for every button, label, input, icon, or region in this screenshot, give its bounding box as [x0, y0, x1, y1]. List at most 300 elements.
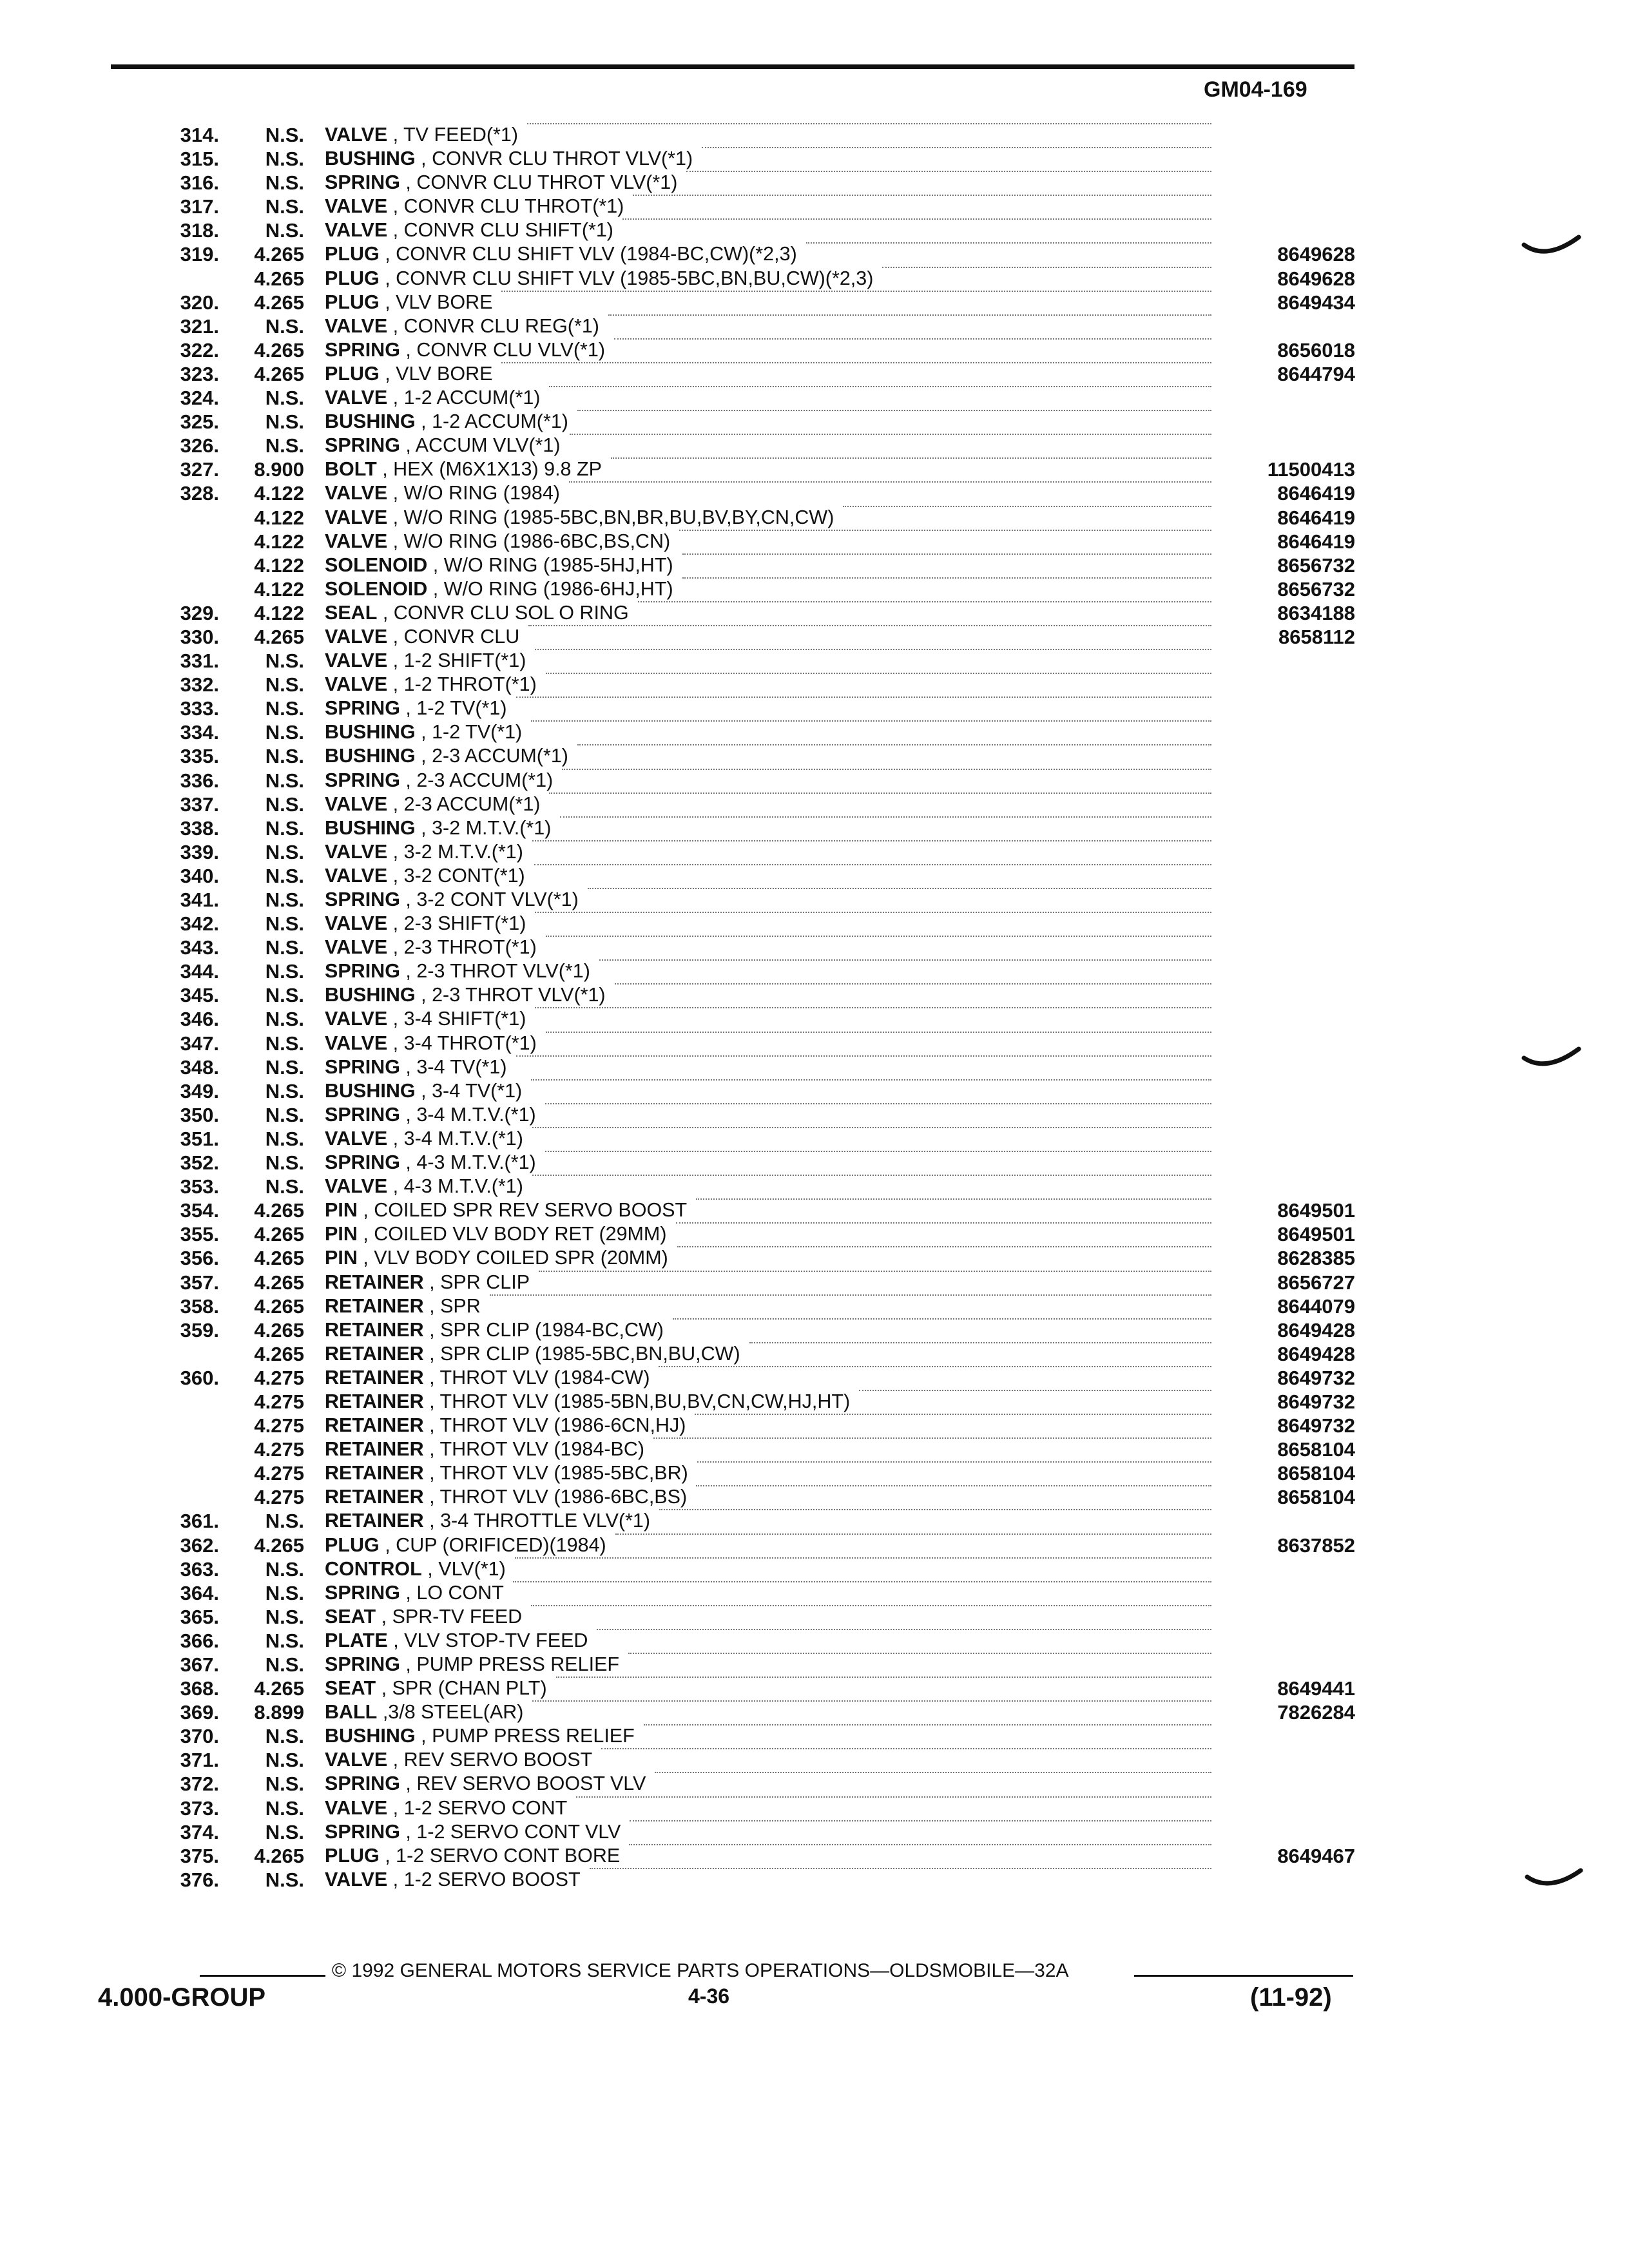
- part-spec: , 3-4 THROT(*1): [392, 1032, 537, 1054]
- part-name: SPRING: [325, 338, 400, 361]
- group-number: 4.122: [254, 482, 304, 505]
- part-name: CONTROL: [325, 1557, 422, 1580]
- part-spec: , 2-3 THROT VLV(*1): [405, 960, 590, 983]
- group-number: N.S.: [265, 1079, 304, 1102]
- group-number: 4.265: [254, 1844, 304, 1867]
- part-number: 8646419: [1277, 530, 1355, 553]
- ref-number: 328.: [180, 482, 219, 505]
- parts-row: [0, 1677, 1629, 1700]
- dot-leader: [516, 1055, 1211, 1057]
- dot-leader: [628, 1653, 1211, 1654]
- dot-leader: [749, 1342, 1211, 1343]
- part-spec: , SPR (CHAN PLT): [381, 1677, 547, 1700]
- part-description: [325, 720, 522, 744]
- dot-leader: [679, 530, 1211, 531]
- ref-number: 348.: [180, 1055, 219, 1079]
- parts-row: [0, 840, 1629, 864]
- group-number: N.S.: [265, 1151, 304, 1175]
- part-name: SPRING: [325, 1581, 400, 1604]
- part-name: SOLENOID: [325, 577, 428, 600]
- part-description: [325, 1198, 687, 1222]
- part-number: 8628385: [1277, 1247, 1355, 1270]
- part-description: [325, 1581, 504, 1605]
- ref-number: 333.: [180, 697, 219, 720]
- ref-number: 346.: [180, 1008, 219, 1031]
- ref-number: 318.: [180, 219, 219, 242]
- dot-leader: [676, 1222, 1211, 1224]
- parts-row: [0, 1772, 1629, 1796]
- ref-number: 319.: [180, 243, 219, 266]
- group-number: N.S.: [265, 1820, 304, 1843]
- part-spec: , CONVR CLU: [392, 625, 520, 648]
- part-description: [325, 1055, 507, 1079]
- ref-number: 373.: [180, 1796, 219, 1820]
- part-number: 8649732: [1277, 1414, 1355, 1437]
- group-number: 4.275: [254, 1486, 304, 1509]
- part-spec: , LO CONT: [405, 1581, 504, 1604]
- group-number: 4.275: [254, 1390, 304, 1413]
- dot-leader: [531, 720, 1211, 722]
- dot-leader: [615, 1533, 1211, 1535]
- part-spec: , 2-3 ACCUM(*1): [421, 745, 568, 767]
- parts-row: [0, 1246, 1629, 1270]
- dot-leader: [515, 1557, 1211, 1559]
- parts-row: [0, 434, 1629, 457]
- part-name: VALVE: [325, 195, 388, 218]
- dot-leader: [527, 123, 1211, 124]
- part-name: VALVE: [325, 530, 388, 552]
- part-name: RETAINER: [325, 1486, 424, 1508]
- binder-hole-mark-middle: [1521, 1044, 1585, 1082]
- part-spec: , 3-4 TV(*1): [405, 1055, 507, 1078]
- group-number: 4.265: [254, 1533, 304, 1557]
- ref-number: 366.: [180, 1629, 219, 1652]
- ref-number: 349.: [180, 1079, 219, 1102]
- part-spec: , W/O RING (1985-5BC,BN,BR,BU,BV,BY,CN,CW): [392, 506, 834, 528]
- ref-number: 316.: [180, 171, 219, 195]
- part-spec: , COILED VLV BODY RET (29MM): [363, 1223, 667, 1245]
- group-number: 4.265: [254, 1271, 304, 1294]
- group-number: 4.265: [254, 362, 304, 385]
- part-spec: , 3-4 THROTTLE VLV(*1): [429, 1510, 651, 1532]
- part-description: [325, 123, 518, 147]
- parts-row: [0, 1724, 1629, 1748]
- part-name: PLUG: [325, 1844, 380, 1867]
- part-spec: , 1-2 TV(*1): [421, 721, 523, 744]
- part-number: 8658112: [1278, 625, 1355, 648]
- part-spec: , CONVR CLU SOL O RING: [382, 601, 629, 624]
- footer-rule-right: [1134, 1975, 1353, 1977]
- parts-row: [0, 1748, 1629, 1772]
- part-spec: , THROT VLV (1986-6CN,HJ): [429, 1414, 686, 1437]
- part-number: 8656732: [1277, 577, 1355, 601]
- part-name: VALVE: [325, 793, 388, 815]
- part-description: [325, 267, 873, 291]
- dot-leader: [531, 1605, 1211, 1606]
- part-name: BUSHING: [325, 984, 416, 1006]
- part-spec: , 3-2 M.T.V.(*1): [421, 816, 552, 839]
- parts-row: [0, 1437, 1629, 1461]
- parts-row: [0, 1581, 1629, 1605]
- part-description: [325, 1724, 635, 1748]
- part-spec: , CONVR CLU SHIFT VLV (1985-5BC,BN,BU,CW)(*2,3): [385, 267, 874, 289]
- part-description: [325, 338, 605, 362]
- part-description: [325, 864, 525, 888]
- parts-row: [0, 1055, 1629, 1079]
- parts-row: [0, 506, 1629, 530]
- group-number: N.S.: [265, 1581, 304, 1604]
- part-name: VALVE: [325, 387, 388, 409]
- part-spec: , SPR CLIP: [429, 1271, 530, 1293]
- dot-leader: [546, 673, 1211, 674]
- part-number: 8649501: [1277, 1199, 1355, 1222]
- part-number: 8634188: [1277, 601, 1355, 624]
- parts-row: [0, 362, 1629, 386]
- part-name: SPRING: [325, 1820, 400, 1843]
- dot-leader: [702, 147, 1211, 148]
- group-number: 4.265: [254, 1677, 304, 1700]
- dot-leader: [532, 840, 1211, 841]
- group-number: N.S.: [265, 434, 304, 457]
- part-description: [325, 1127, 523, 1151]
- part-description: [325, 434, 561, 457]
- ref-number: 347.: [180, 1032, 219, 1055]
- group-number: N.S.: [265, 171, 304, 195]
- parts-row: [0, 1461, 1629, 1485]
- part-description: [325, 1222, 667, 1246]
- part-number: 7826284: [1277, 1701, 1355, 1724]
- parts-row: [0, 1271, 1629, 1294]
- part-description: [325, 697, 507, 720]
- part-description: [325, 1533, 606, 1557]
- part-spec: , CONVR CLU THROT VLV(*1): [421, 148, 693, 170]
- part-name: SPRING: [325, 1151, 400, 1174]
- group-number: N.S.: [265, 889, 304, 911]
- dot-leader: [531, 1079, 1211, 1081]
- ref-number: 332.: [180, 673, 219, 697]
- part-spec: , CONVR CLU SHIFT(*1): [392, 219, 613, 242]
- part-description: [325, 888, 579, 912]
- part-description: [325, 769, 553, 793]
- part-name: VALVE: [325, 1127, 388, 1149]
- group-number: N.S.: [265, 1605, 304, 1628]
- part-number: 8649434: [1277, 291, 1355, 314]
- part-description: [325, 506, 834, 530]
- part-description: [325, 1390, 850, 1414]
- parts-row: [0, 1700, 1629, 1724]
- group-number: 4.275: [254, 1366, 304, 1389]
- part-name: PIN: [325, 1223, 358, 1245]
- dot-leader: [653, 1437, 1211, 1439]
- part-description: [325, 1271, 530, 1294]
- part-name: RETAINER: [325, 1271, 424, 1293]
- part-description: [325, 1485, 687, 1509]
- part-description: [325, 195, 624, 218]
- part-spec: , VLV(*1): [427, 1557, 506, 1580]
- part-name: BUSHING: [325, 1725, 416, 1747]
- part-name: VALVE: [325, 506, 388, 528]
- ref-number: 341.: [180, 889, 219, 911]
- group-number: N.S.: [265, 1653, 304, 1676]
- dot-leader: [677, 1246, 1211, 1247]
- part-description: [325, 1461, 688, 1485]
- part-description: [325, 410, 568, 434]
- dot-leader: [501, 362, 1211, 363]
- part-name: VALVE: [325, 1175, 388, 1198]
- dot-leader: [535, 649, 1211, 650]
- group-number: 4.265: [254, 267, 304, 290]
- ref-number: 353.: [180, 1175, 219, 1198]
- ref-number: 334.: [180, 721, 219, 744]
- part-name: VALVE: [325, 912, 388, 935]
- dot-leader: [545, 1151, 1211, 1152]
- ref-number: 337.: [180, 793, 219, 816]
- part-name: VALVE: [325, 314, 388, 337]
- part-description: [325, 1032, 537, 1055]
- part-name: SPRING: [325, 769, 400, 791]
- group-number: N.S.: [265, 1796, 304, 1820]
- dot-leader: [633, 195, 1211, 196]
- parts-row: [0, 1318, 1629, 1342]
- part-name: SEAL: [325, 601, 378, 624]
- part-spec: , 1-2 SHIFT(*1): [392, 649, 526, 672]
- part-spec: , SPR-TV FEED: [381, 1605, 523, 1628]
- part-spec: , CONVR CLU THROT(*1): [392, 195, 624, 218]
- parts-row: [0, 793, 1629, 816]
- ref-number: 321.: [180, 314, 219, 338]
- ref-number: 371.: [180, 1749, 219, 1772]
- parts-row: [0, 314, 1629, 338]
- part-number: 8649501: [1277, 1223, 1355, 1246]
- group-number: N.S.: [265, 864, 304, 887]
- part-name: BUSHING: [325, 721, 416, 744]
- part-spec: , 2-3 ACCUM(*1): [392, 793, 541, 815]
- part-description: [325, 1246, 668, 1270]
- dot-leader: [501, 291, 1211, 292]
- ref-number: 372.: [180, 1773, 219, 1796]
- group-number: 8.900: [254, 458, 304, 481]
- parts-row: [0, 1366, 1629, 1390]
- parts-row: [0, 649, 1629, 673]
- ref-number: 358.: [180, 1294, 219, 1318]
- dot-leader: [622, 218, 1211, 220]
- group-number: N.S.: [265, 148, 304, 171]
- parts-row: [0, 1485, 1629, 1509]
- part-description: [325, 601, 629, 625]
- parts-row: [0, 267, 1629, 291]
- ref-number: 370.: [180, 1725, 219, 1748]
- part-description: [325, 1748, 592, 1772]
- parts-row: [0, 744, 1629, 768]
- part-spec: , CONVR CLU SHIFT VLV (1984-BC,CW)(*2,3): [385, 243, 797, 265]
- dot-leader: [546, 936, 1211, 937]
- parts-row: [0, 1796, 1629, 1820]
- group-number: 4.265: [254, 1247, 304, 1270]
- part-number: 8649428: [1277, 1318, 1355, 1341]
- part-description: [325, 291, 492, 314]
- part-description: [325, 147, 693, 171]
- part-spec: , W/O RING (1985-5HJ,HT): [432, 553, 673, 576]
- ref-number: 365.: [180, 1605, 219, 1628]
- part-name: RETAINER: [325, 1510, 424, 1532]
- part-spec: , 1-2 SERVO CONT BORE: [385, 1844, 621, 1867]
- parts-row: [0, 481, 1629, 505]
- part-name: SOLENOID: [325, 553, 428, 576]
- ref-number: 359.: [180, 1318, 219, 1341]
- part-description: [325, 481, 560, 505]
- dot-leader: [659, 1366, 1211, 1367]
- part-spec: , W/O RING (1986-6HJ,HT): [432, 577, 673, 600]
- group-number: N.S.: [265, 1557, 304, 1581]
- group-number: 4.265: [254, 291, 304, 314]
- part-spec: , SPR: [429, 1294, 481, 1317]
- group-number: N.S.: [265, 960, 304, 983]
- part-description: [325, 1605, 522, 1629]
- part-spec: , 1-2 SERVO CONT: [392, 1796, 568, 1819]
- part-name: VALVE: [325, 1796, 388, 1819]
- group-number: N.S.: [265, 984, 304, 1007]
- group-number: N.S.: [265, 816, 304, 840]
- part-description: [325, 912, 526, 936]
- ref-number: 325.: [180, 410, 219, 434]
- dot-leader: [556, 1677, 1211, 1678]
- part-description: [325, 218, 613, 242]
- dot-leader: [629, 1844, 1211, 1845]
- parts-row: [0, 1222, 1629, 1246]
- ref-number: 327.: [180, 458, 219, 481]
- part-spec: , 2-3 SHIFT(*1): [392, 912, 526, 935]
- ref-number: 317.: [180, 195, 219, 218]
- part-name: VALVE: [325, 219, 388, 242]
- part-name: BUSHING: [325, 410, 416, 433]
- parts-list: [0, 123, 1629, 1892]
- ref-number: 330.: [180, 625, 219, 648]
- part-description: [325, 1318, 664, 1342]
- part-description: [325, 1557, 506, 1581]
- group-number: N.S.: [265, 697, 304, 720]
- parts-row: [0, 195, 1629, 218]
- ref-number: 368.: [180, 1677, 219, 1700]
- binder-hole-mark-bottom: [1524, 1865, 1588, 1904]
- dot-leader: [682, 577, 1211, 579]
- parts-row: [0, 577, 1629, 601]
- part-name: PLATE: [325, 1629, 388, 1651]
- parts-row: [0, 291, 1629, 314]
- group-number: 4.265: [254, 338, 304, 361]
- dot-leader: [532, 1175, 1211, 1176]
- part-description: [325, 1653, 619, 1677]
- part-description: [325, 1509, 650, 1533]
- parts-row: [0, 1103, 1629, 1127]
- dot-leader: [549, 793, 1211, 794]
- ref-number: 355.: [180, 1223, 219, 1246]
- part-spec: , HEX (M6X1X13) 9.8 ZP: [382, 458, 602, 481]
- part-description: [325, 840, 523, 864]
- part-description: [325, 1677, 547, 1700]
- parts-row: [0, 1533, 1629, 1557]
- part-description: [325, 1700, 523, 1724]
- parts-row: [0, 673, 1629, 697]
- part-name: RETAINER: [325, 1342, 424, 1365]
- dot-leader: [611, 457, 1211, 459]
- part-spec: , THROT VLV (1984-BC): [429, 1438, 645, 1461]
- group-number: N.S.: [265, 1055, 304, 1079]
- part-name: PLUG: [325, 267, 380, 289]
- group-number: N.S.: [265, 649, 304, 673]
- part-spec: , 1-2 SERVO BOOST: [392, 1868, 581, 1890]
- dot-leader: [659, 1509, 1211, 1510]
- part-number: 8649441: [1277, 1677, 1355, 1700]
- part-name: SPRING: [325, 889, 400, 910]
- ref-number: 344.: [180, 960, 219, 983]
- group-number: 4.265: [254, 625, 304, 648]
- group-number: N.S.: [265, 1103, 304, 1126]
- dot-leader: [528, 625, 1211, 626]
- part-name: SPRING: [325, 171, 400, 194]
- part-name: RETAINER: [325, 1318, 424, 1341]
- part-description: [325, 362, 492, 386]
- group-number: N.S.: [265, 1510, 304, 1533]
- group-number: 4.265: [254, 1342, 304, 1365]
- part-number: 8658104: [1277, 1486, 1355, 1509]
- part-number: 8649732: [1277, 1390, 1355, 1413]
- copyright-notice: © 1992 GENERAL MOTORS SERVICE PARTS OPERATIONS—OLDSMOBILE—32A: [332, 1960, 1069, 1981]
- parts-row: [0, 1820, 1629, 1844]
- part-name: VALVE: [325, 864, 388, 887]
- parts-row: [0, 936, 1629, 959]
- part-name: VALVE: [325, 1749, 388, 1771]
- part-name: BUSHING: [325, 148, 416, 170]
- part-spec: , REV SERVO BOOST: [392, 1749, 593, 1771]
- part-name: PLUG: [325, 291, 380, 313]
- ref-number: 369.: [180, 1701, 219, 1724]
- group-number: 4.275: [254, 1462, 304, 1485]
- parts-row: [0, 1557, 1629, 1581]
- binder-hole-mark-top: [1521, 232, 1585, 271]
- revision-date: (11-92): [1250, 1983, 1332, 2012]
- part-number: 8644794: [1277, 362, 1355, 385]
- group-label: 4.000-GROUP: [98, 1983, 266, 2012]
- group-number: N.S.: [265, 1868, 304, 1891]
- ref-number: 352.: [180, 1151, 219, 1175]
- part-spec: , THROT VLV (1985-5BN,BU,BV,CN,CW,HJ,HT): [429, 1390, 851, 1412]
- part-spec: , COILED SPR REV SERVO BOOST: [363, 1199, 688, 1222]
- parts-row: [0, 1629, 1629, 1653]
- part-spec: , VLV STOP-TV FEED: [393, 1629, 588, 1651]
- group-number: 4.265: [254, 1223, 304, 1246]
- part-description: [325, 1294, 481, 1318]
- part-description: [325, 959, 590, 983]
- ref-number: 340.: [180, 864, 219, 887]
- ref-number: 331.: [180, 649, 219, 673]
- dot-leader: [806, 242, 1211, 244]
- group-number: N.S.: [265, 673, 304, 697]
- part-number: 8649732: [1277, 1366, 1355, 1389]
- parts-row: [0, 1390, 1629, 1414]
- part-description: [325, 673, 537, 697]
- dot-leader: [577, 410, 1211, 411]
- part-name: SEAT: [325, 1677, 376, 1700]
- dot-leader: [696, 1485, 1211, 1486]
- ref-number: 362.: [180, 1533, 219, 1557]
- part-number: 8656018: [1277, 338, 1355, 361]
- part-name: BOLT: [325, 458, 377, 481]
- dot-leader: [601, 1748, 1211, 1749]
- part-name: PIN: [325, 1247, 358, 1269]
- part-name: VALVE: [325, 673, 388, 696]
- part-description: [325, 386, 540, 410]
- part-name: SEAT: [325, 1605, 376, 1628]
